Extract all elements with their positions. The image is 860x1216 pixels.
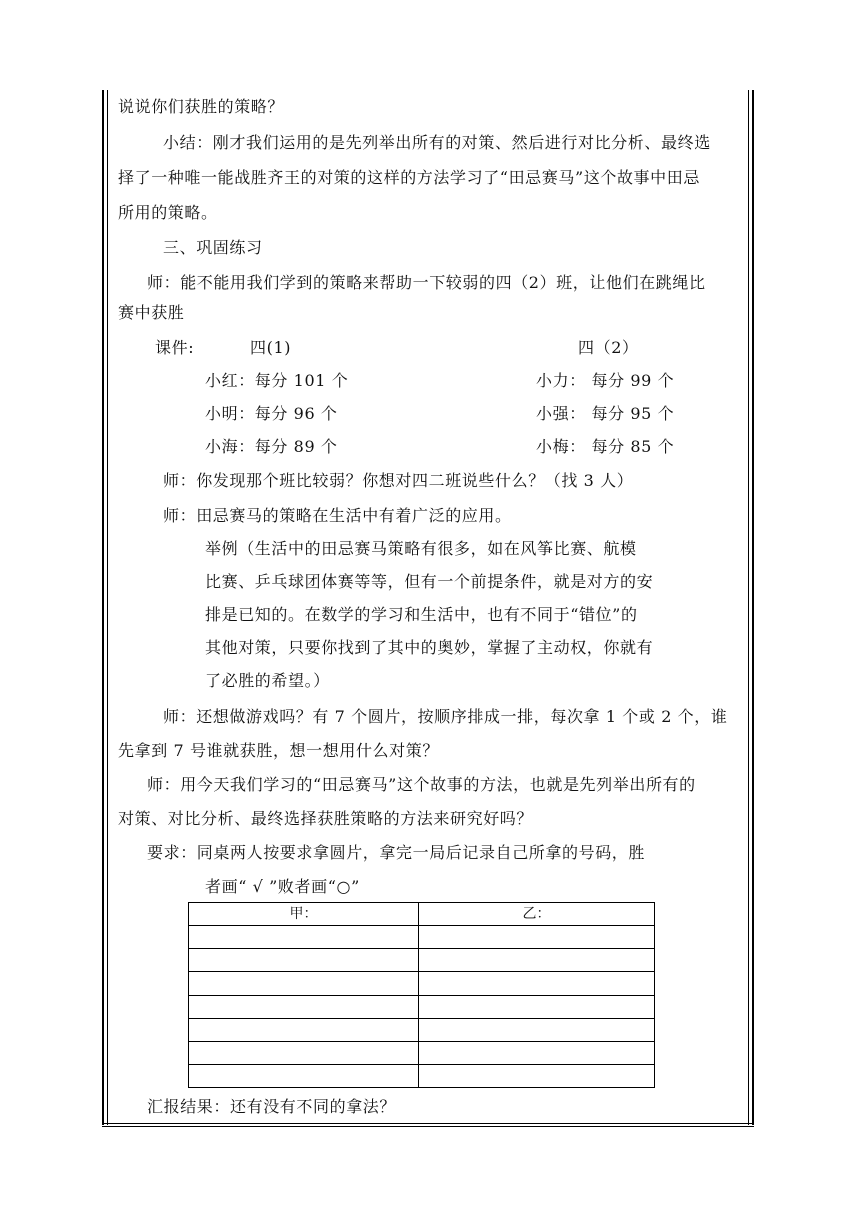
section-heading: 三、巩固练习 [163, 238, 263, 257]
table-cell [419, 1041, 655, 1064]
table-cell [419, 926, 655, 949]
text-line: 择了一种唯一能战胜齐王的对策的这样的方法学习了“田忌赛马”这个故事中田忌 [118, 168, 700, 187]
table-cell [189, 1041, 419, 1064]
table-cell [189, 972, 419, 995]
summary-line: 小结：刚才我们运用的是先列举出所有的对策、然后进行对比分析、最终选 [163, 133, 711, 152]
class-1-entry: 小红：每分 101 个 [205, 371, 349, 390]
example-line: 了必胜的希望。） [205, 671, 330, 690]
text-line: 师：还想做游戏吗？有 7 个圆片，按顺序排成一排，每次拿 1 个或 2 个，谁 [163, 707, 728, 726]
class-2-header: 四（2） [578, 338, 639, 357]
table-cell [419, 1018, 655, 1041]
class-2-entry: 小力： 每分 99 个 [536, 371, 675, 390]
requirement-line: 者画“ √ ”败者画“○” [205, 877, 360, 896]
frame-border-right-inner [748, 90, 749, 1125]
text-line: 所用的策略。 [118, 203, 218, 222]
table-row [189, 949, 655, 972]
frame-border-bottom [102, 1123, 754, 1124]
text-line: 说说你们获胜的策略？ [118, 97, 285, 116]
table-cell [189, 949, 419, 972]
frame-border-left [102, 90, 104, 1125]
table-row [189, 1041, 655, 1064]
table-row [189, 995, 655, 1018]
table-cell [419, 995, 655, 1018]
table-cell [189, 1064, 419, 1087]
class-1-header: 四(1) [250, 338, 292, 357]
example-line: 排是已知的。在数学的学习和生活中，也有不同于“错位”的 [205, 605, 638, 624]
example-line: 比赛、乒乓球团体赛等等，但有一个前提条件，就是对方的安 [205, 572, 654, 591]
table-cell [419, 949, 655, 972]
text-line: 师：能不能用我们学到的策略来帮助一下较弱的四（2）班，让他们在跳绳比 [147, 273, 706, 292]
table-cell [189, 926, 419, 949]
frame-border-left-inner [107, 90, 108, 1125]
table-row [189, 972, 655, 995]
class-2-entry: 小强： 每分 95 个 [536, 404, 675, 423]
text-line: 师：你发现那个班比较弱？你想对四二班说些什么？（找 3 人） [163, 471, 634, 490]
table-row [189, 926, 655, 949]
text-line: 对策、对比分析、最终选择获胜策略的方法来研究好吗？ [118, 809, 534, 828]
report-line: 汇报结果：还有没有不同的拿法？ [147, 1097, 397, 1116]
frame-border-bottom-inner [102, 1126, 754, 1127]
example-line: 举例（生活中的田忌赛马策略有很多，如在风筝比赛、航模 [205, 539, 637, 558]
text-line: 师：田忌赛马的策略在生活中有着广泛的应用。 [163, 506, 512, 525]
text-line: 师：用今天我们学习的“田忌赛马”这个故事的方法，也就是先列举出所有的 [147, 775, 696, 794]
text-line: 先拿到 7 号谁就获胜，想一想用什么对策？ [118, 741, 439, 760]
requirement-line: 要求：同桌两人按要求拿圆片，拿完一局后记录自己所拿的号码，胜 [147, 843, 646, 862]
table-cell [419, 972, 655, 995]
class-1-entry: 小海：每分 89 个 [205, 437, 338, 456]
record-table [188, 902, 655, 1088]
table-row [189, 1018, 655, 1041]
table-header-yi: 乙： [419, 903, 655, 926]
table-cell [419, 1064, 655, 1087]
courseware-label: 课件: [155, 338, 195, 357]
table-cell [189, 1018, 419, 1041]
table-row [189, 1064, 655, 1087]
example-line: 其他对策，只要你找到了其中的奥妙，掌握了主动权，你就有 [205, 638, 654, 657]
table-cell [189, 995, 419, 1018]
table-header-row [189, 903, 655, 926]
frame-border-right [752, 90, 754, 1125]
class-1-entry: 小明：每分 96 个 [205, 404, 338, 423]
text-line: 赛中获胜 [118, 303, 185, 322]
table-header-jia: 甲： [189, 903, 419, 926]
class-2-entry: 小梅： 每分 85 个 [536, 437, 675, 456]
